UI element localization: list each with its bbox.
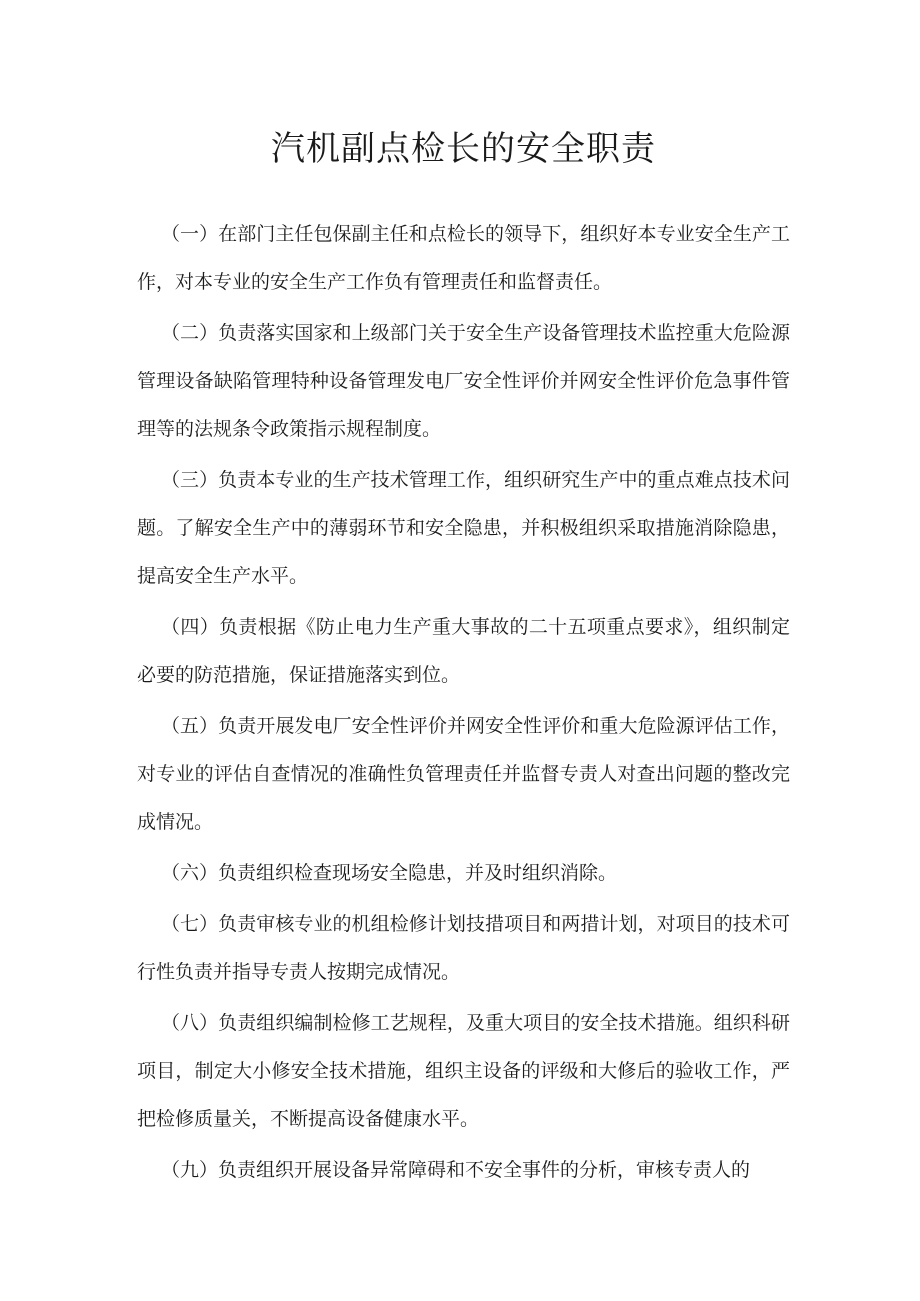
duty-paragraph-9: （九）负责组织开展设备异常障碍和不安全事件的分析，审核专责人的: [161, 1159, 751, 1181]
duty-paragraph-4: （四）负责根据《防止电力生产重大事故的二十五项重点要求》，组织制定必要的防范措施，保证措施落实到位。: [137, 616, 790, 686]
duty-paragraph-5: （五）负责开展发电厂安全性评价并网安全性评价和重大危险源评估工作，对专业的评估自查情况的准确性负管理责任并监督专责人对查出问题的整改完成情况。: [137, 715, 790, 833]
duty-paragraph-1: （一）在部门主任包保副主任和点检长的领导下，组织好本专业安全生产工作，对本专业的安全生产工作负有管理责任和监督责任。: [137, 223, 790, 293]
duty-paragraph-2: （二）负责落实国家和上级部门关于安全生产设备管理技术监控重大危险源管理设备缺陷管理特种设备管理发电厂安全性评价并网安全性评价危急事件管理等的法规条令政策指示规程制度。: [137, 322, 790, 440]
duty-paragraph-6: （六）负责组织检查现场安全隐患，并及时组织消除。: [161, 862, 618, 884]
duty-paragraph-7: （七）负责审核专业的机组检修计划技措项目和两措计划，对项目的技术可行性负责并指导专责人按期完成情况。: [137, 913, 790, 983]
document-title: 汽机副点检长的安全职责: [271, 129, 656, 169]
duty-paragraph-8: （八）负责组织编制检修工艺规程，及重大项目的安全技术措施。组织科研项目，制定大小修安全技术措施，组织主设备的评级和大修后的验收工作，严把检修质量关，不断提高设备健康水平。: [137, 1012, 790, 1130]
duty-paragraph-3: （三）负责本专业的生产技术管理工作，组织研究生产中的重点难点技术问题。了解安全生产中的薄弱环节和安全隐患，并积极组织采取措施消除隐患，提高安全生产水平。: [137, 469, 790, 587]
